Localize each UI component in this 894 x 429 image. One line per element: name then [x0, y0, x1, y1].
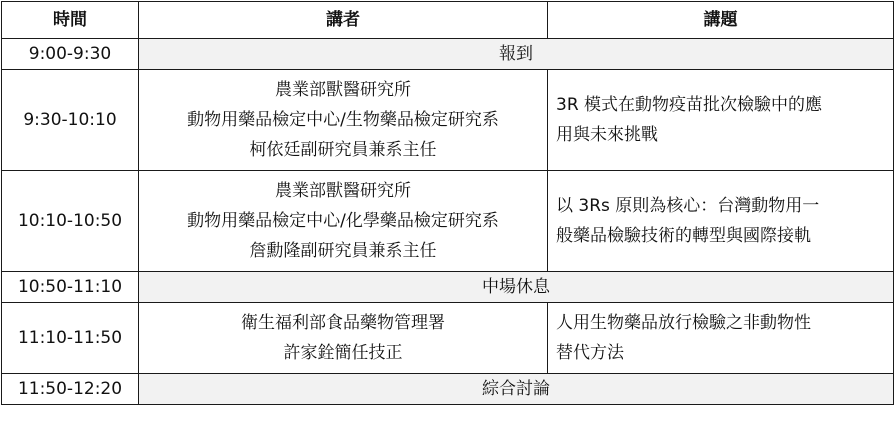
merged-cell-break: 中場休息: [139, 272, 894, 303]
table-row: [2, 374, 894, 405]
header-topic: 講題: [548, 2, 894, 39]
time-cell: 11:10-11:50: [2, 303, 139, 374]
speaker-line: 許家銓簡任技正: [283, 343, 403, 363]
table-header-row: [2, 2, 894, 39]
table-row: [2, 171, 894, 272]
speaker-line: 農業部獸醫研究所: [275, 80, 411, 100]
topic-line: 以 3Rs 原則為核心：台灣動物用一: [556, 196, 820, 216]
time-cell: 9:00-9:30: [2, 39, 139, 70]
speaker-cell: [139, 70, 548, 171]
table-row: [2, 303, 894, 374]
topic-cell: [548, 303, 894, 374]
time-cell: 10:10-10:50: [2, 171, 139, 272]
table-row: [2, 70, 894, 171]
table-row: [2, 39, 894, 70]
merged-cell-discussion: 綜合討論: [139, 374, 894, 405]
topic-line: 用與未來挑戰: [556, 125, 658, 145]
speaker-line: 農業部獸醫研究所: [275, 181, 411, 201]
time-cell: 10:50-11:10: [2, 272, 139, 303]
speaker-line: 詹勳隆副研究員兼系主任: [249, 241, 437, 261]
header-time: 時間: [2, 2, 139, 39]
speaker-line: 衛生福利部食品藥物管理署: [241, 313, 445, 333]
agenda-table: [1, 1, 894, 405]
time-cell: 11:50-12:20: [2, 374, 139, 405]
speaker-line: 動物用藥品檢定中心/生物藥品檢定研究系: [187, 110, 499, 130]
topic-line: 替代方法: [556, 343, 624, 363]
topic-cell: [548, 70, 894, 171]
speaker-cell: [139, 171, 548, 272]
topic-line: 般藥品檢驗技術的轉型與國際接軌: [556, 226, 811, 246]
topic-line: 3R 模式在動物疫苗批次檢驗中的應: [556, 95, 823, 115]
speaker-line: 柯依廷副研究員兼系主任: [249, 140, 437, 160]
merged-cell-registration: 報到: [139, 39, 894, 70]
header-speaker: 講者: [139, 2, 548, 39]
time-cell: 9:30-10:10: [2, 70, 139, 171]
speaker-line: 動物用藥品檢定中心/化學藥品檢定研究系: [187, 211, 499, 231]
table-row: [2, 272, 894, 303]
speaker-cell: [139, 303, 548, 374]
topic-cell: [548, 171, 894, 272]
topic-line: 人用生物藥品放行檢驗之非動物性: [556, 313, 811, 333]
